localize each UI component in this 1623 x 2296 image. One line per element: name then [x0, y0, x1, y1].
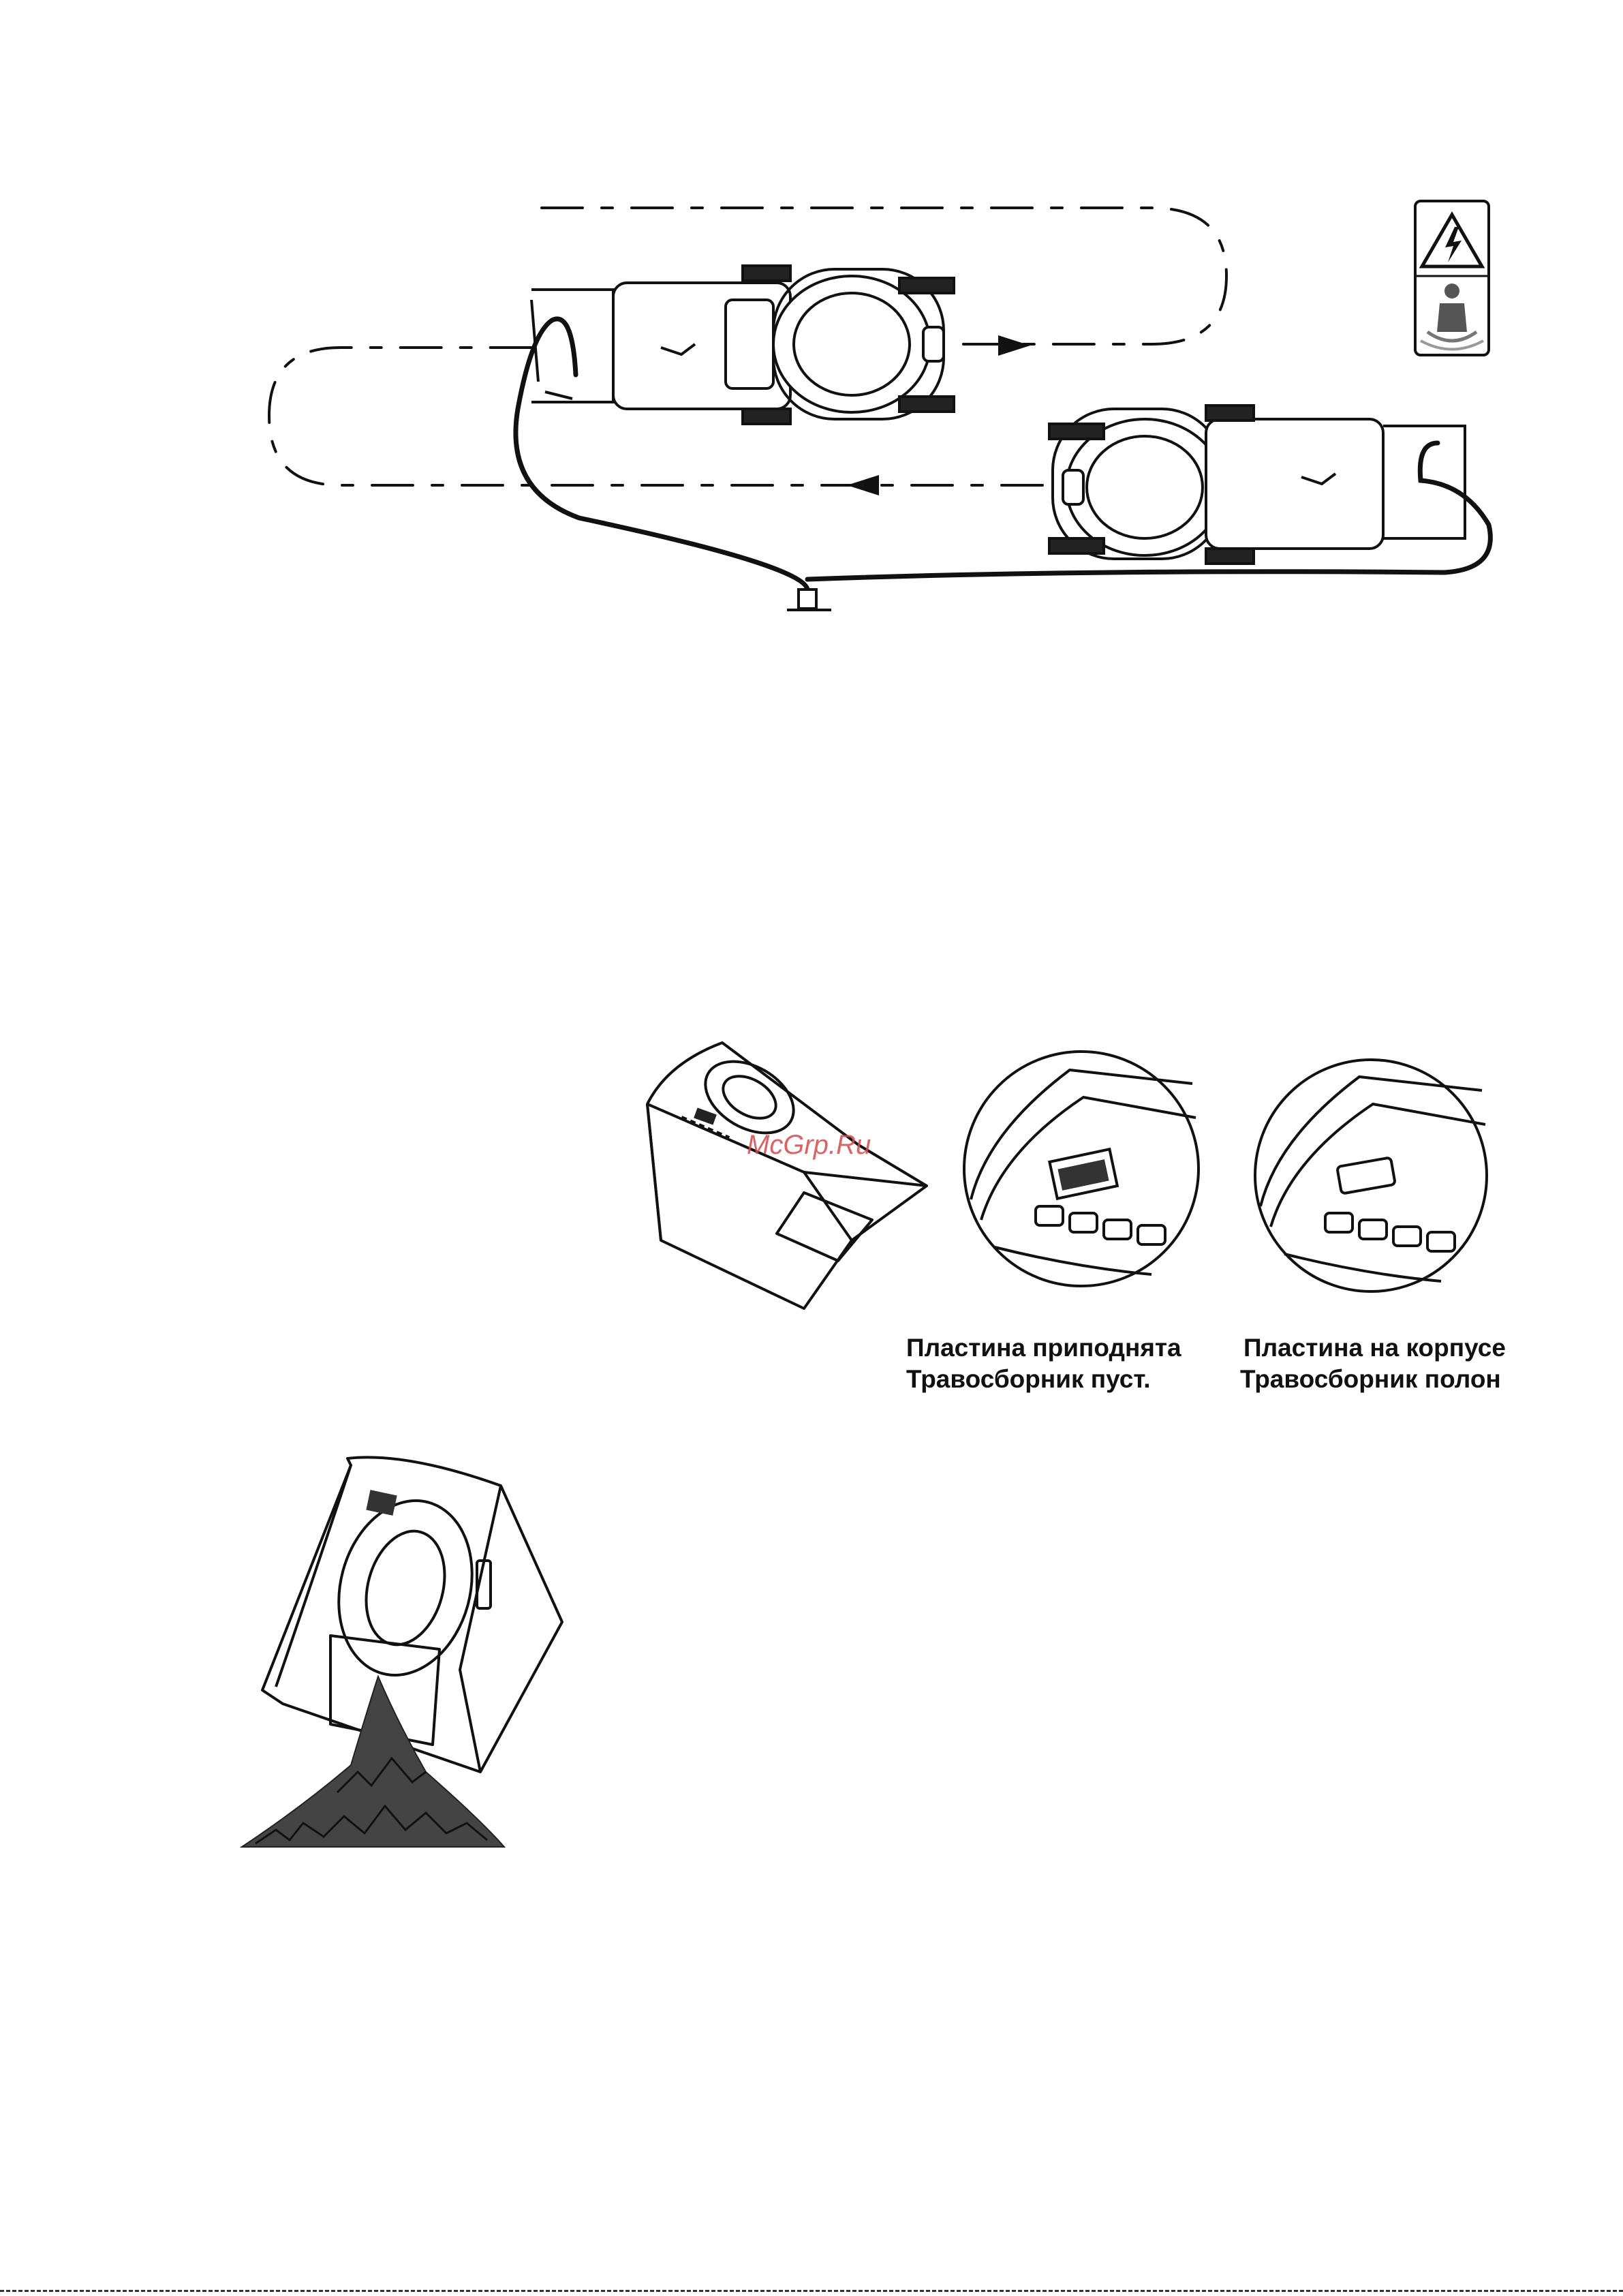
indicator-flat-drawing — [1250, 1053, 1492, 1298]
direction-arrow-right — [998, 335, 1030, 356]
page-bottom-divider — [0, 2290, 1623, 2292]
power-outlet — [787, 590, 831, 610]
caption-full-line1: Пластина на корпусе — [1243, 1334, 1506, 1362]
indicator-detail-empty — [961, 1043, 1203, 1295]
mowing-pattern-figure — [259, 184, 1519, 620]
emptying-grass-box-drawing — [235, 1452, 576, 1861]
safety-icons-panel — [1414, 200, 1490, 356]
emptying-grass-box-figure — [235, 1452, 576, 1861]
mower-top-view-1 — [531, 266, 954, 424]
caption-empty-line2: Травосборник пуст. — [906, 1365, 1151, 1393]
caption-empty-line1: Пластина приподнята — [906, 1334, 1181, 1362]
operator-safety-icon — [1414, 276, 1490, 354]
mower-top-view-2 — [1049, 405, 1465, 564]
grass-box-drawing — [640, 1036, 927, 1322]
indicator-detail-full — [1250, 1053, 1492, 1298]
direction-arrow-left — [847, 475, 879, 495]
indicator-raised-drawing — [961, 1043, 1203, 1295]
grass-box-figure — [640, 1036, 927, 1322]
mowing-pattern-drawing — [259, 184, 1519, 620]
watermark: McGrp.Ru — [747, 1130, 871, 1160]
caption-full-line2: Травосборник полон — [1240, 1365, 1501, 1393]
